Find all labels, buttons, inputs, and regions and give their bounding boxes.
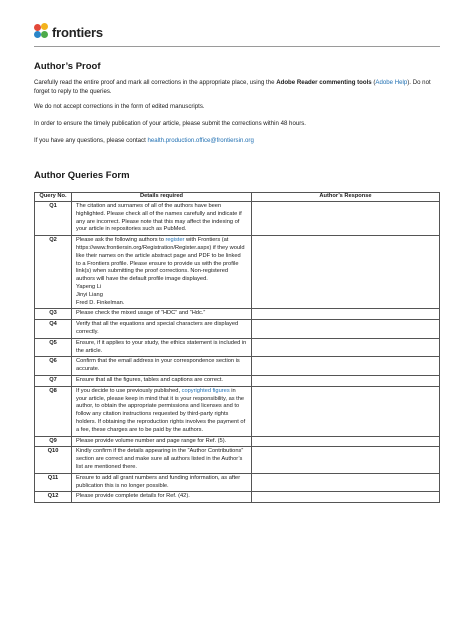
table-row xyxy=(35,320,440,339)
details-header: Details required xyxy=(72,193,252,202)
query-details: Please ask the following authors to register with Frontiers (at https://www.frontiersin.org/Registration/Register.aspx) if they would like their names on the article abstract page and PDF to be linked to a Frontiers profile. Please ensure to provide us with the profile link(s) when submitting the proof corrections. Non-registered authors will have the default profile image displayed. Yapeng Li Jinyi Liang Fred D. Finkelman. xyxy=(72,236,252,309)
table-row xyxy=(35,447,440,473)
query-id: Q12 xyxy=(35,492,72,503)
header-divider xyxy=(34,46,440,47)
query-details: If you decide to use previously published, copyrighted figures in your article, please keep in mind that it is your responsibility, as the author, to obtain the appropriate permissions and licenses and to follow any citation instructions requested by third-party rights holders. If obtaining the reproduction rights involves the payment of a fee, these charges are to be paid by the authors. xyxy=(72,386,252,436)
query-details: Ensure, if it applies to your study, the ethics statement is included in the article. xyxy=(72,338,252,357)
contact-email-link[interactable]: health.production.office@frontiersin.org xyxy=(147,137,254,144)
contact-note: If you have any questions, please contact health.production.office@frontiersin.org xyxy=(34,137,254,144)
response-cell[interactable] xyxy=(252,436,440,447)
query-id: Q6 xyxy=(35,357,72,376)
query-details: Confirm that the email address in your correspondence section is accurate. xyxy=(72,357,252,376)
query-details: Please provide volume number and page range for Ref. (5). xyxy=(72,436,252,447)
proof-instructions: Carefully read the entire proof and mark all corrections in the appropriate place, using the Adobe Reader commenting tools (Adobe Help). Do not forget to reply to the queries. xyxy=(34,79,431,95)
copyrighted-figures-link[interactable]: copyrighted figures xyxy=(181,387,230,394)
query-details: Please check the mixed usage of “HDC” and “Hdc.” xyxy=(72,309,252,320)
brand-name: frontiers xyxy=(52,24,103,40)
table-row xyxy=(35,338,440,357)
query-id: Q5 xyxy=(35,338,72,357)
query-no-header: Query No. xyxy=(35,193,72,202)
author-queries-table xyxy=(34,192,440,503)
table-row xyxy=(35,236,440,309)
table-row xyxy=(35,357,440,376)
query-details: Ensure to add all grant numbers and funding information, as after publication this is no longer possible. xyxy=(72,473,252,492)
response-cell[interactable] xyxy=(252,357,440,376)
query-details: Verify that all the equations and special characters are displayed correctly. xyxy=(72,320,252,339)
table-header-row xyxy=(35,193,440,202)
table-row xyxy=(35,375,440,386)
query-id: Q8 xyxy=(35,386,72,436)
query-id: Q7 xyxy=(35,375,72,386)
query-details: Please provide complete details for Ref. (42). xyxy=(72,492,252,503)
table-row xyxy=(35,492,440,503)
response-cell[interactable] xyxy=(252,447,440,473)
table-row xyxy=(35,386,440,436)
query-id: Q3 xyxy=(35,309,72,320)
frontiers-logo-icon xyxy=(34,23,48,41)
table-row xyxy=(35,202,440,236)
timely-publication-note: In order to ensure the timely publication of your article, please submit the corrections within 48 hours. xyxy=(34,120,306,127)
response-cell[interactable] xyxy=(252,473,440,492)
adobe-help-link[interactable]: Adobe Help xyxy=(375,79,408,86)
response-header: Author’s Response xyxy=(252,193,440,202)
query-id: Q11 xyxy=(35,473,72,492)
author-name: Jinyi Liang xyxy=(76,291,103,298)
response-cell[interactable] xyxy=(252,338,440,357)
author-name: Yapeng Li xyxy=(76,283,102,290)
queries-form-title: Author Queries Form xyxy=(34,170,130,181)
table-row xyxy=(35,309,440,320)
response-cell[interactable] xyxy=(252,320,440,339)
response-cell[interactable] xyxy=(252,492,440,503)
query-details: Kindly confirm if the details appearing in the “Author Contributions” section are correct and make sure all authors listed in the Author’s list are mentioned there. xyxy=(72,447,252,473)
query-details: Ensure that all the figures, tables and captions are correct. xyxy=(72,375,252,386)
response-cell[interactable] xyxy=(252,202,440,236)
query-id: Q1 xyxy=(35,202,72,236)
no-edited-manuscripts-note: We do not accept corrections in the form of edited manuscripts. xyxy=(34,103,205,110)
query-id: Q9 xyxy=(35,436,72,447)
query-id: Q4 xyxy=(35,320,72,339)
register-link[interactable]: register xyxy=(165,237,185,244)
response-cell[interactable] xyxy=(252,309,440,320)
query-details: The citation and surnames of all of the authors have been highlighted. Please check all of the names carefully and indicate if any are incorrect. Please note that this may affect the indexing of your article in repositories such as PubMed. xyxy=(72,202,252,236)
response-cell[interactable] xyxy=(252,386,440,436)
proof-title: Author’s Proof xyxy=(34,61,101,72)
commenting-tools-text: Adobe Reader commenting tools xyxy=(276,79,372,86)
frontiers-header xyxy=(34,21,103,43)
query-id: Q10 xyxy=(35,447,72,473)
response-cell[interactable] xyxy=(252,236,440,309)
table-row xyxy=(35,436,440,447)
author-name: Fred D. Finkelman. xyxy=(76,299,125,306)
table-row xyxy=(35,473,440,492)
query-id: Q2 xyxy=(35,236,72,309)
response-cell[interactable] xyxy=(252,375,440,386)
